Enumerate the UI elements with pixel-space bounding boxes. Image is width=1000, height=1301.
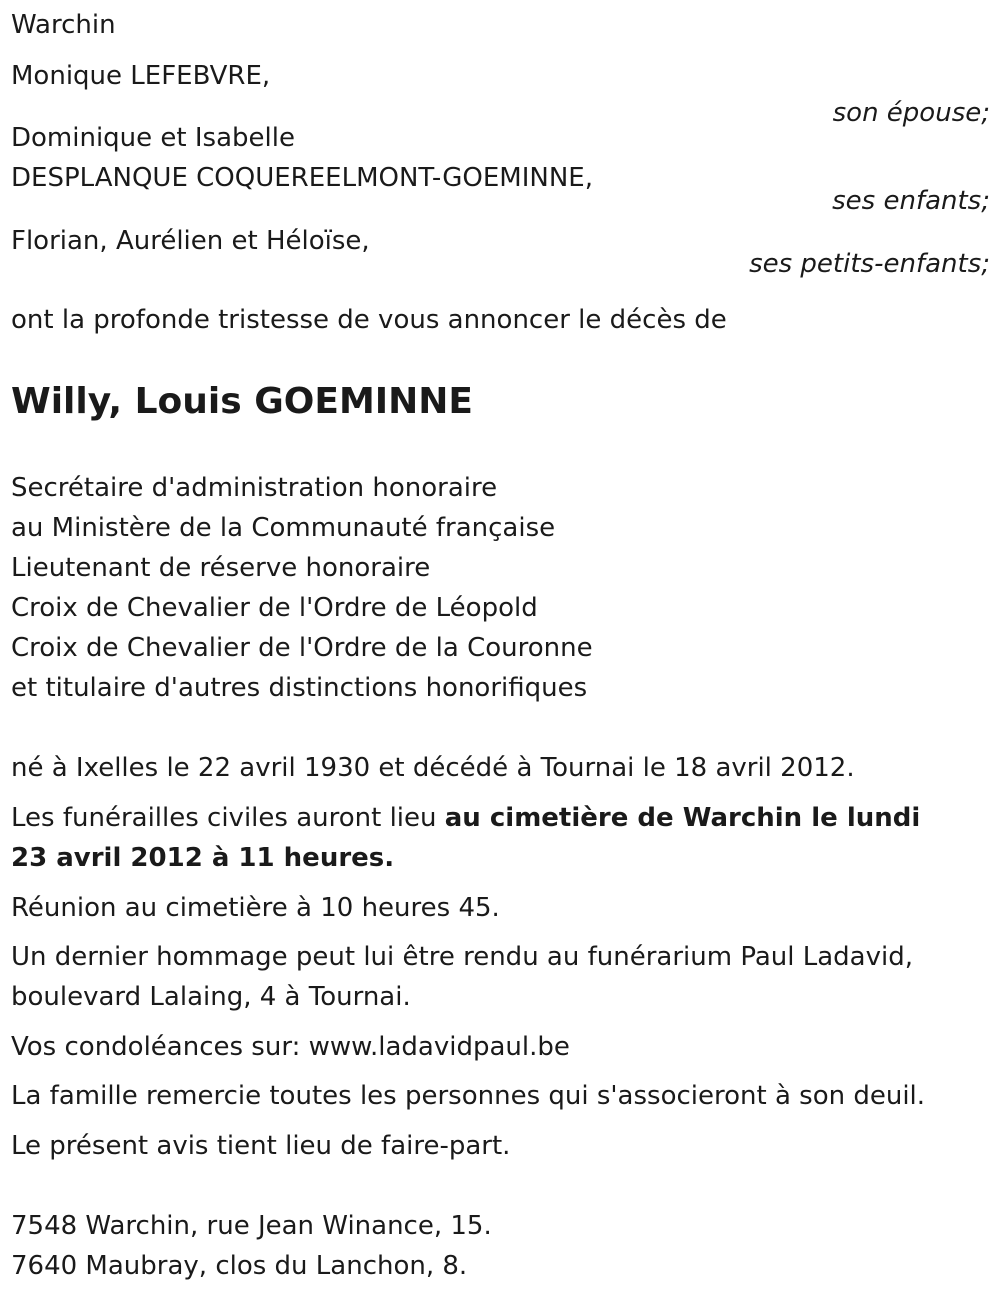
family-children	[11, 118, 990, 221]
family-names: Dominique et Isabelle	[11, 123, 295, 153]
family-relation: ses petits-enfants;	[749, 249, 990, 279]
titles-list	[11, 468, 990, 708]
homage-info	[11, 937, 990, 1017]
title-line: Croix de Chevalier de l'Ordre de la Couronne	[11, 633, 593, 663]
address-line: 7640 Maubray, clos du Lanchon, 8.	[11, 1251, 468, 1281]
title-line: Secrétaire d'administration honoraire	[11, 473, 498, 503]
homage-line: Un dernier hommage peut lui être rendu au funérarium Paul Ladavid,	[11, 942, 913, 972]
thanks: La famille remercie toutes les personnes qui s'associeront à son deuil.	[11, 1081, 926, 1111]
title-line: au Ministère de la Communauté française	[11, 513, 556, 543]
announcement: ont la profonde tristesse de vous annoncer le décès de	[11, 305, 727, 335]
addresses	[11, 1206, 990, 1286]
funeral-intro: Les funérailles civiles auront lieu	[11, 803, 445, 833]
family-grandchildren	[11, 221, 990, 284]
family-relation: son épouse;	[832, 98, 990, 128]
title-line: et titulaire d'autres distinctions honorifiques	[11, 673, 588, 703]
funeral-place-date: au cimetière de Warchin le lundi 23 avril 2012 à 11 heures.	[11, 803, 921, 873]
title-line: Lieutenant de réserve honoraire	[11, 553, 431, 583]
homage-line: boulevard Lalaing, 4 à Tournai.	[11, 982, 411, 1012]
family-relation: ses enfants;	[832, 186, 990, 216]
condolences: Vos condoléances sur: www.ladavidpaul.be	[11, 1032, 570, 1062]
deceased-name: Willy, Louis GOEMINNE	[11, 381, 474, 422]
family-names: Florian, Aurélien et Héloïse,	[11, 226, 370, 256]
family-names: Monique LEFEBVRE,	[11, 61, 271, 91]
town-header: Warchin	[11, 10, 116, 40]
address-line: 7548 Warchin, rue Jean Winance, 15.	[11, 1211, 492, 1241]
birth-death: né à Ixelles le 22 avril 1930 et décédé à Tournai le 18 avril 2012.	[11, 753, 855, 783]
meeting-info: Réunion au cimetière à 10 heures 45.	[11, 893, 500, 923]
notice: Le présent avis tient lieu de faire-part.	[11, 1131, 511, 1161]
family-names: DESPLANQUE COQUEREELMONT-GOEMINNE,	[11, 163, 593, 193]
title-line: Croix de Chevalier de l'Ordre de Léopold	[11, 593, 538, 623]
funeral-info	[11, 798, 946, 878]
